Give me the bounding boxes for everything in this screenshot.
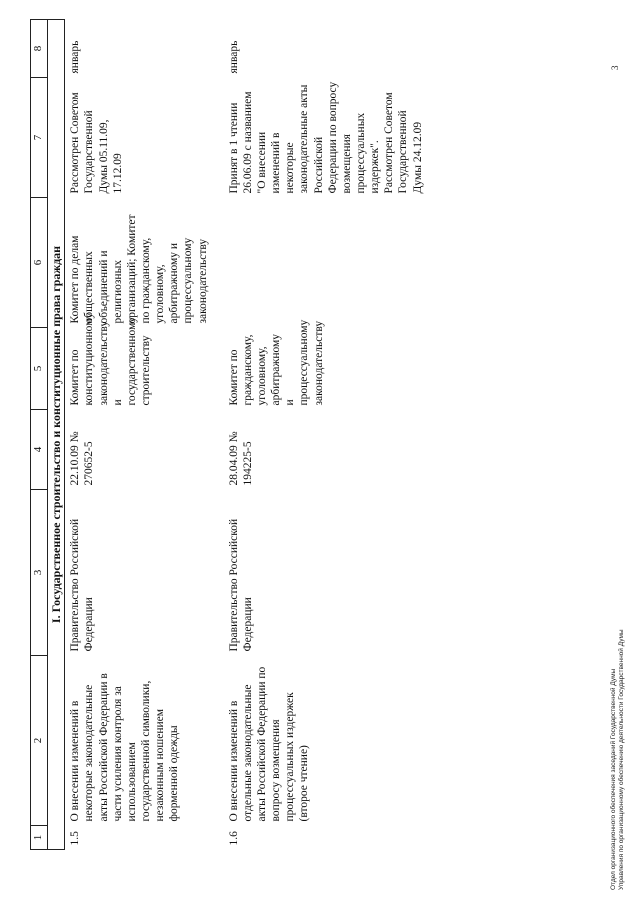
- column-number: 3: [31, 490, 48, 656]
- bill-title: О внесении изменений в отдельные законодательные акты Российской Федерации по вопросу возмещения процессуальных издержек (второе чтение): [227, 666, 311, 822]
- responsible-committee: Комитет по гражданскому, уголовному, арбитражному и процессуальному законодательству: [227, 319, 325, 406]
- column-number: 8: [31, 20, 48, 78]
- column-number: 7: [31, 78, 48, 198]
- row-number: 1.5: [69, 831, 82, 846]
- column-number: 6: [31, 198, 48, 328]
- bill-initiator: Правительство Российской Федерации: [69, 518, 96, 652]
- column-number: 4: [31, 410, 48, 490]
- bill-date-number: 28.04.09 № 194225-5: [227, 431, 254, 486]
- footer-line: Управления по организационному обеспечению деятельности Государственной Думы: [618, 629, 626, 890]
- footer-line: Отдел организационного обеспечения заседаний Государственной Думы: [610, 668, 617, 890]
- co-committee: Комитет по делам общественных объединений и религиозных организаций; Комитет по гражданскому, уголовному, арбитражному и процессуальному законодательству: [69, 214, 209, 324]
- bill-status: Принят в 1 чтении 26.06.09 с названием "О внесении изменений в некоторые законодательные акты Российской Федерации по вопросу возмещения процессуальных издержек". Рассмотрен Советом Государственной Думы 24.12.09: [227, 81, 424, 194]
- bill-initiator: Правительство Российской Федерации: [227, 518, 254, 652]
- column-number-row: [31, 20, 48, 850]
- responsible-committee: Комитет по конституционному законодательству и государственному строительству: [69, 312, 152, 406]
- footer-notes: [610, 190, 626, 890]
- page-number: 3: [610, 65, 620, 70]
- section-header-row: [47, 20, 65, 850]
- bill-period: январь: [69, 40, 82, 74]
- co-committee: [224, 198, 439, 328]
- bill-title: О внесении изменений в некоторые законодательные акты Российской Федерации в части усиления контроля за использованием государственной символики, незаконным ношением форменной одежды: [69, 673, 181, 822]
- table-row: [224, 20, 439, 850]
- bill-period: январь: [227, 40, 240, 74]
- table-row: [65, 20, 224, 850]
- column-number: 1: [31, 826, 48, 850]
- column-number: 2: [31, 656, 48, 826]
- section-title: I. Государственное строительство и конституционные права граждан: [47, 20, 65, 850]
- bill-date-number: 22.10.09 № 270652-5: [69, 431, 96, 486]
- legislation-table: [30, 19, 439, 850]
- row-number: 1.6: [227, 831, 240, 846]
- bill-status: Рассмотрен Советом Государственной Думы 05.11.09, 17.12.09: [69, 92, 124, 194]
- column-number: 5: [31, 328, 48, 410]
